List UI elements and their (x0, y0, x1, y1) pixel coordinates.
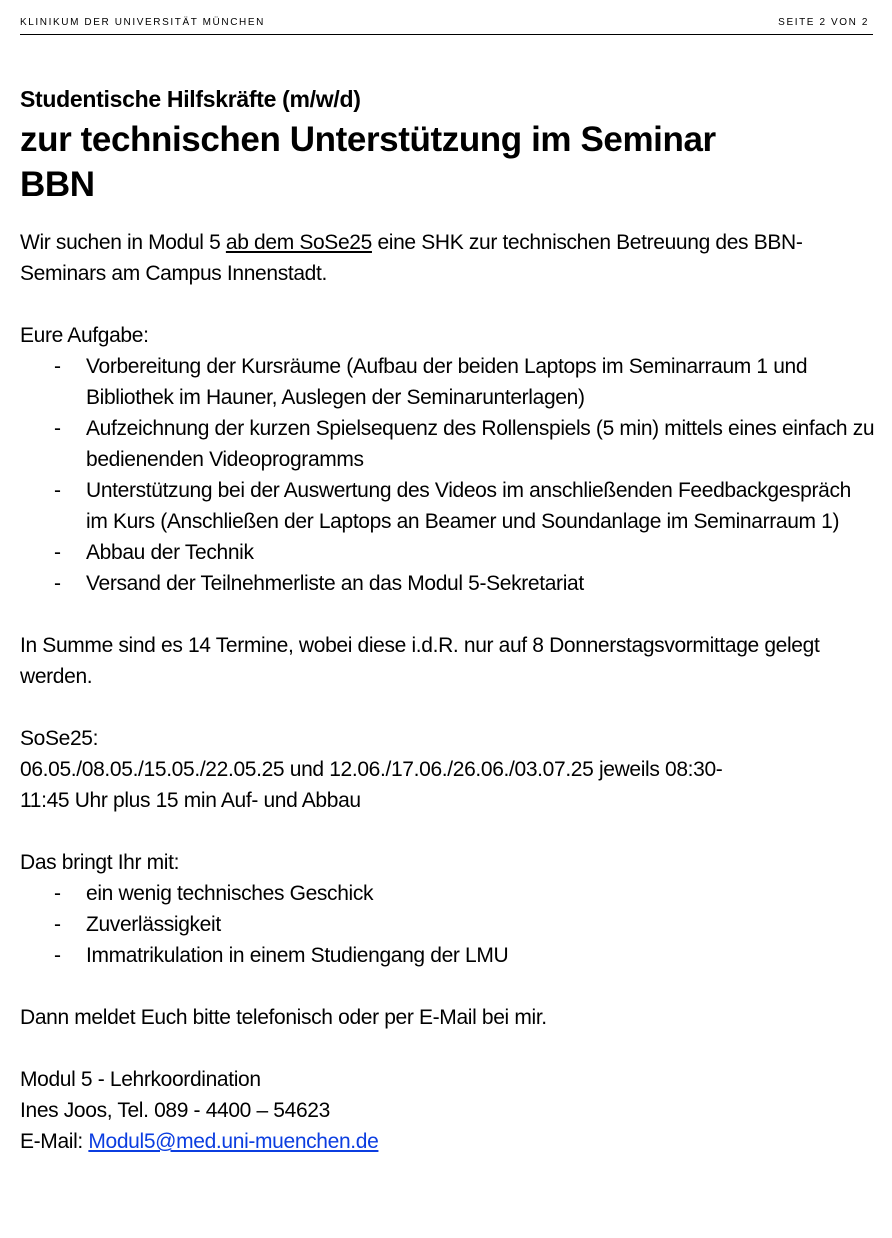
contact-department: Modul 5 - Lehrkoordination (20, 1068, 261, 1091)
task-text: Vorbereitung der Kursräume (Aufbau der beiden Laptops im Seminarraum 1 und Bibliothek im Hauner, Auslegen der Seminarunterlagen) (86, 355, 808, 409)
header-page-number: SEITE 2 VON 2 (778, 17, 869, 28)
document-body (20, 82, 875, 1157)
tasks-list (20, 351, 875, 599)
intro-semester-underlined: ab dem SoSe25 (225, 231, 372, 254)
list-dash: - (54, 913, 61, 936)
list-dash: - (54, 541, 61, 564)
title-line-2: zur technischen Unterstützung im Seminar (20, 120, 716, 159)
email-link[interactable]: Modul5@med.uni-muenchen.de (88, 1130, 379, 1153)
list-dash: - (54, 882, 61, 905)
requirement-text: Zuverlässigkeit (86, 913, 221, 936)
header-institution: KLINIKUM DER UNIVERSITÄT MÜNCHEN (20, 17, 265, 28)
list-dash: - (54, 417, 61, 440)
list-item (20, 568, 875, 599)
requirement-text: Immatrikulation in einem Studiengang der LMU (86, 944, 509, 967)
email-label: E-Mail: (20, 1130, 89, 1153)
intro-text-before: Wir suchen in Modul 5 (20, 231, 226, 254)
contact-person-phone: Ines Joos, Tel. 089 - 4400 – 54623 (20, 1099, 330, 1122)
list-item (20, 413, 875, 475)
list-item (20, 351, 875, 413)
list-item (20, 940, 875, 971)
dates-line-2: 11:45 Uhr plus 15 min Auf- und Abbau (20, 789, 361, 812)
intro-paragraph (20, 227, 875, 289)
dates-line-1: 06.05./08.05./15.05./22.05.25 und 12.06./17.06./26.06./03.07.25 jeweils 08:30- (20, 758, 723, 781)
requirements-heading: Das bringt Ihr mit: (20, 851, 180, 874)
title-line-3: BBN (20, 165, 95, 204)
task-text: Aufzeichnung der kurzen Spielsequenz des Rollenspiels (5 min) mittels eines einfach zu bedienenden Videoprogramms (86, 417, 875, 471)
tasks-heading: Eure Aufgabe: (20, 324, 149, 347)
task-text: Versand der Teilnehmerliste an das Modul 5-Sekretariat (86, 572, 584, 595)
list-item (20, 909, 875, 940)
page-header (20, 16, 873, 35)
list-dash: - (54, 355, 61, 378)
title-line-1: Studentische Hilfskräfte (m/w/d) (20, 86, 361, 112)
contact-email-line (20, 1126, 875, 1157)
dates-label: SoSe25: (20, 727, 99, 750)
list-dash: - (54, 479, 61, 502)
list-item (20, 475, 875, 537)
list-item (20, 878, 875, 909)
task-text: Abbau der Technik (86, 541, 254, 564)
list-item (20, 537, 875, 568)
list-dash: - (54, 572, 61, 595)
requirement-text: ein wenig technisches Geschick (86, 882, 374, 905)
summary-paragraph: In Summe sind es 14 Termine, wobei diese i.d.R. nur auf 8 Donnerstagsvormittage gelegt werden. (20, 634, 820, 688)
requirements-list (20, 878, 875, 971)
call-to-action: Dann meldet Euch bitte telefonisch oder per E-Mail bei mir. (20, 1006, 547, 1029)
list-dash: - (54, 944, 61, 967)
intro-text-after: eine SHK zur technischen Betreuung des BBN-Seminars am Campus Innenstadt. (20, 231, 803, 285)
task-text: Unterstützung bei der Auswertung des Videos im anschließenden Feedbackgespräch im Kurs (Anschließen der Laptops an Beamer und Soundanlage im Seminarraum 1) (86, 479, 851, 533)
